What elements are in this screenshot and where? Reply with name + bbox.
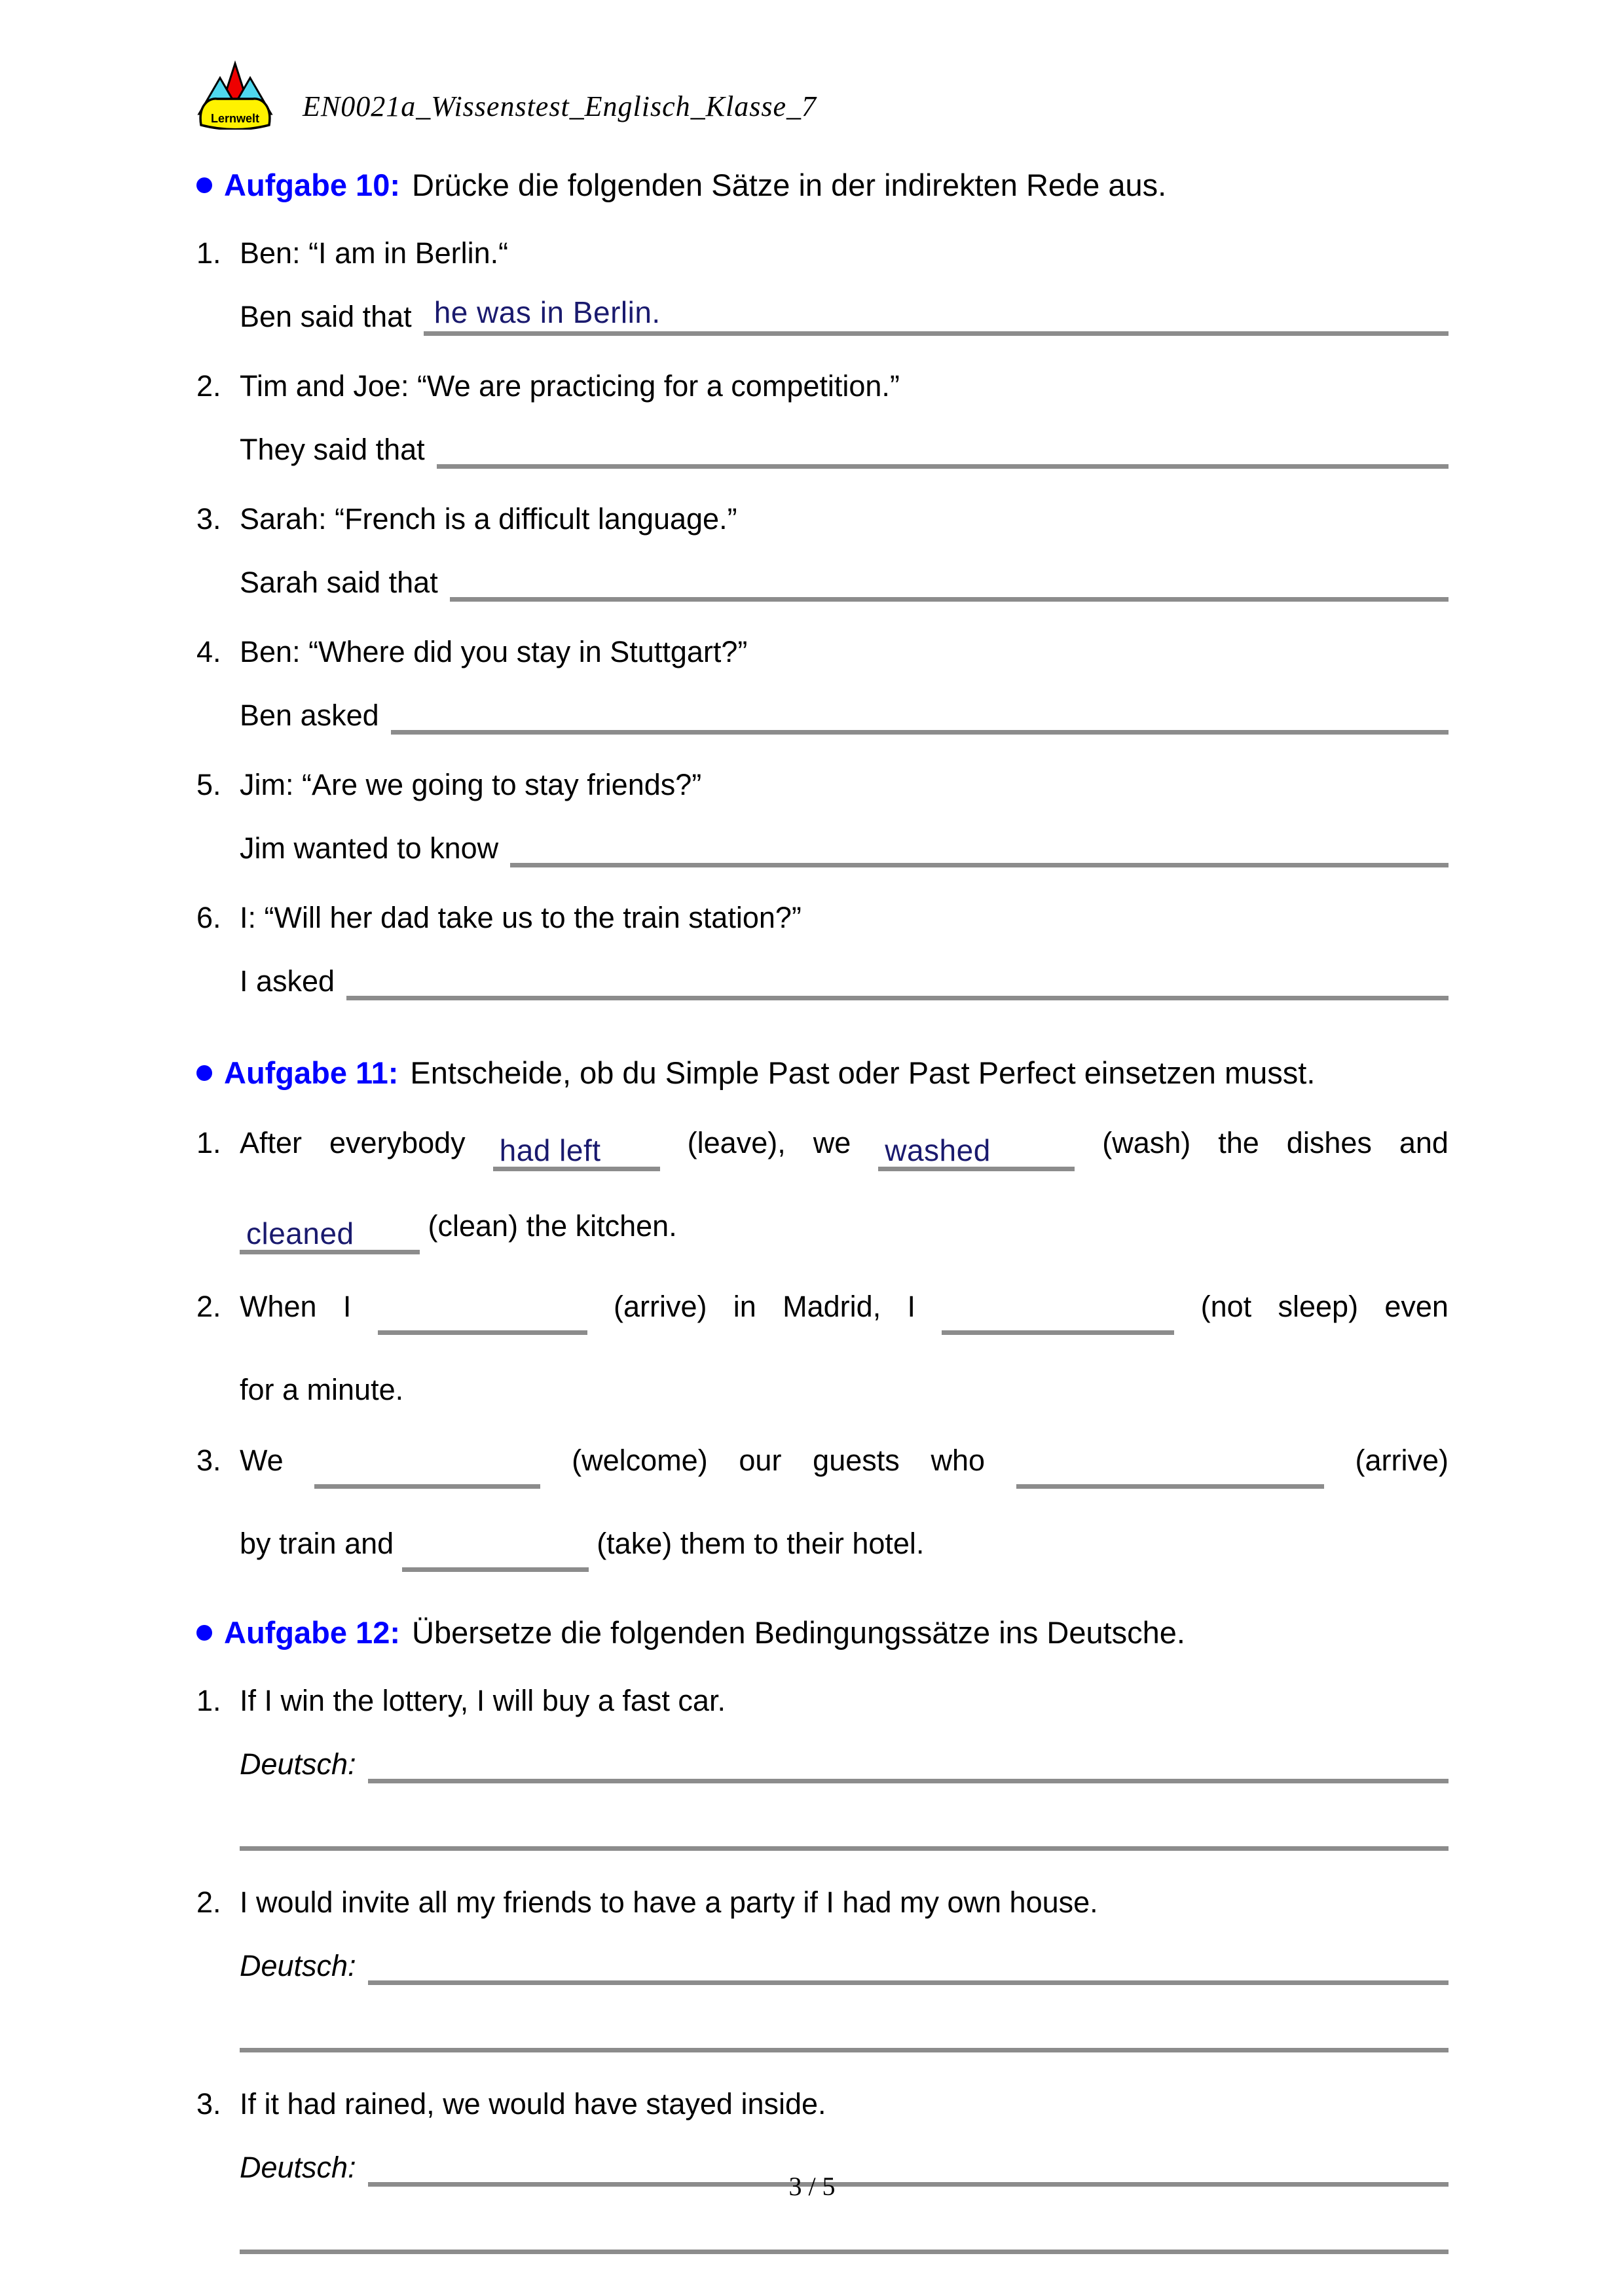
task-10-item-4 [196,634,1449,735]
document-title: EN0021a_Wissenstest_Englisch_Klasse_7 [303,90,817,122]
question-line [196,900,1449,936]
fill-line [196,1125,1449,1171]
item-number: 1. [196,236,221,270]
page-number: 3 / 5 [788,2172,836,2201]
handwritten-answer [378,1323,384,1324]
item-number: 4. [196,635,221,669]
item-number: 3. [196,502,221,536]
handwritten-answer: had left [499,1133,601,1168]
task-12-label: Aufgabe 12: [224,1615,400,1650]
question-text: Ben: “Where did you stay in Stuttgart?” [240,635,748,669]
translation-line [240,1942,1449,1985]
question-text: Tim and Joe: “We are practicing for a competition.” [240,369,900,403]
item-number: 3. [196,2087,221,2121]
worksheet-body [196,156,1449,2288]
item-number: 2. [196,1290,221,1324]
item-number: 2. [196,1886,221,1920]
question-line [196,1885,1449,1920]
sentence-part: After everybody [240,1126,466,1160]
task-10-instruction: Drücke die folgenden Sätze in der indirekten Rede aus. [412,168,1167,202]
task-12-item-2 [196,1885,1449,2052]
task-11-heading [196,1055,1449,1091]
bullet-icon [196,1065,212,1081]
lernwelt-logo [195,60,275,130]
fill-line [240,1208,1449,1254]
fill-line [240,1525,1449,1572]
continuation-blank[interactable] [240,2048,1449,2052]
task-10-label: Aufgabe 10: [224,168,400,202]
answer-label: Ben asked [240,698,379,732]
fill-line [196,1442,1449,1489]
answer-blank[interactable] [424,293,1449,336]
fill-line [196,1288,1449,1335]
sentence-part: by train and [240,1527,394,1561]
sentence-part: (leave), we [687,1126,851,1160]
sentence-part: (wash) the dishes and [1102,1126,1449,1160]
continuation-blank[interactable] [240,2250,1449,2254]
answer-label: Jim wanted to know [240,831,499,865]
answer-line [240,426,1449,469]
fill-text [240,1288,1449,1335]
translation-blank[interactable] [368,1942,1449,1985]
sentence-part: (take) them to their hotel. [597,1527,925,1561]
handwritten-answer [1016,1477,1023,1478]
fill-text [240,1125,1449,1171]
item-number: 1. [196,1126,221,1160]
fill-line [240,1372,1449,1408]
answer-line [240,559,1449,602]
question-text: Jim: “Are we going to stay friends?” [240,768,702,802]
answer-line [240,692,1449,735]
bullet-icon [196,1625,212,1641]
task-10-item-5 [196,767,1449,867]
task-12-instruction: Übersetze die folgenden Bedingungssätze ins Deutsche. [412,1615,1185,1650]
translation-blank[interactable] [368,1741,1449,1783]
handwritten-answer [391,729,401,730]
logo-text: Lernwelt [210,112,260,125]
question-line [196,2086,1449,2122]
question-text: If it had rained, we would have stayed inside. [240,2087,826,2121]
sentence-part: We [240,1444,284,1478]
answer-blank[interactable] [346,958,1449,1000]
item-number: 5. [196,768,221,802]
page-header [195,60,817,130]
fill-blank[interactable] [942,1296,1174,1335]
task-11-instruction: Entscheide, ob du Simple Past oder Past Perfect einsetzen musst. [410,1055,1316,1091]
task-12-heading [196,1615,1449,1650]
question-text: Sarah: “French is a difficult language.” [240,502,737,536]
continuation-blank[interactable] [240,1846,1449,1851]
answer-blank[interactable] [391,692,1449,735]
deutsch-label: Deutsch: [240,1747,356,1781]
question-text: If I win the lottery, I will buy a fast car. [240,1684,726,1718]
answer-label: They said that [240,432,425,466]
fill-blank[interactable] [402,1533,589,1572]
fill-blank[interactable] [878,1133,1075,1171]
task-10-item-2 [196,369,1449,469]
question-line [196,1683,1449,1719]
handwritten-answer [437,463,447,464]
handwritten-answer [942,1323,948,1324]
question-text: I would invite all my friends to have a party if I had my own house. [240,1886,1098,1920]
sentence-part: (arrive) [1355,1444,1449,1478]
item-number: 6. [196,901,221,935]
task-10-item-1 [196,236,1449,336]
question-line [196,236,1449,271]
fill-blank[interactable] [240,1216,420,1254]
answer-line [240,293,1449,336]
answer-label: Ben said that [240,299,412,333]
handwritten-answer [314,1477,321,1478]
answer-label: I asked [240,964,335,998]
task-11-label: Aufgabe 11: [224,1055,399,1091]
fill-text [240,1442,1449,1489]
item-number: 1. [196,1684,221,1718]
sentence-part: (clean) the kitchen. [428,1209,677,1243]
question-line [196,634,1449,670]
handwritten-answer [402,1560,409,1561]
handwritten-answer: cleaned [246,1216,354,1251]
task-11-item-1 [196,1125,1449,1254]
question-line [196,767,1449,803]
question-text: Ben: “I am in Berlin.“ [240,236,509,270]
sentence-part: (arrive) in Madrid, I [614,1290,916,1324]
handwritten-answer [510,862,521,863]
task-10-item-6 [196,900,1449,1000]
answer-line [240,825,1449,867]
sentence-part: When I [240,1290,352,1324]
fill-blank[interactable] [1016,1450,1324,1489]
task-12-item-1 [196,1683,1449,1851]
item-number: 2. [196,369,221,403]
sentence-part: (welcome) our guests who [572,1444,986,1478]
deutsch-label: Deutsch: [240,1948,356,1982]
question-line [196,501,1449,537]
page-footer [0,2171,1624,2202]
task-10-heading [196,168,1449,203]
task-10-item-3 [196,501,1449,602]
answer-blank[interactable] [450,559,1449,602]
answer-label: Sarah said that [240,565,438,599]
question-text: I: “Will her dad take us to the train station?” [240,901,802,935]
handwritten-answer [450,596,460,597]
handwritten-answer: washed [885,1133,991,1168]
deutsch-label: Deutsch: [240,2150,356,2184]
translation-line [240,1741,1449,1783]
task-11-item-3 [196,1442,1449,1572]
item-number: 3. [196,1444,221,1478]
handwritten-answer: he was in Berlin. [434,295,661,330]
answer-blank[interactable] [510,825,1449,867]
question-line [196,369,1449,404]
bullet-icon [196,177,212,193]
answer-line [240,958,1449,1000]
fill-blank[interactable] [493,1133,660,1171]
sentence-part: (not sleep) even [1200,1290,1449,1324]
fill-blank[interactable] [378,1296,587,1335]
answer-blank[interactable] [437,426,1449,469]
fill-blank[interactable] [314,1450,540,1489]
sentence-part: for a minute. [240,1373,404,1407]
handwritten-answer [346,994,357,996]
task-11-item-2 [196,1288,1449,1408]
